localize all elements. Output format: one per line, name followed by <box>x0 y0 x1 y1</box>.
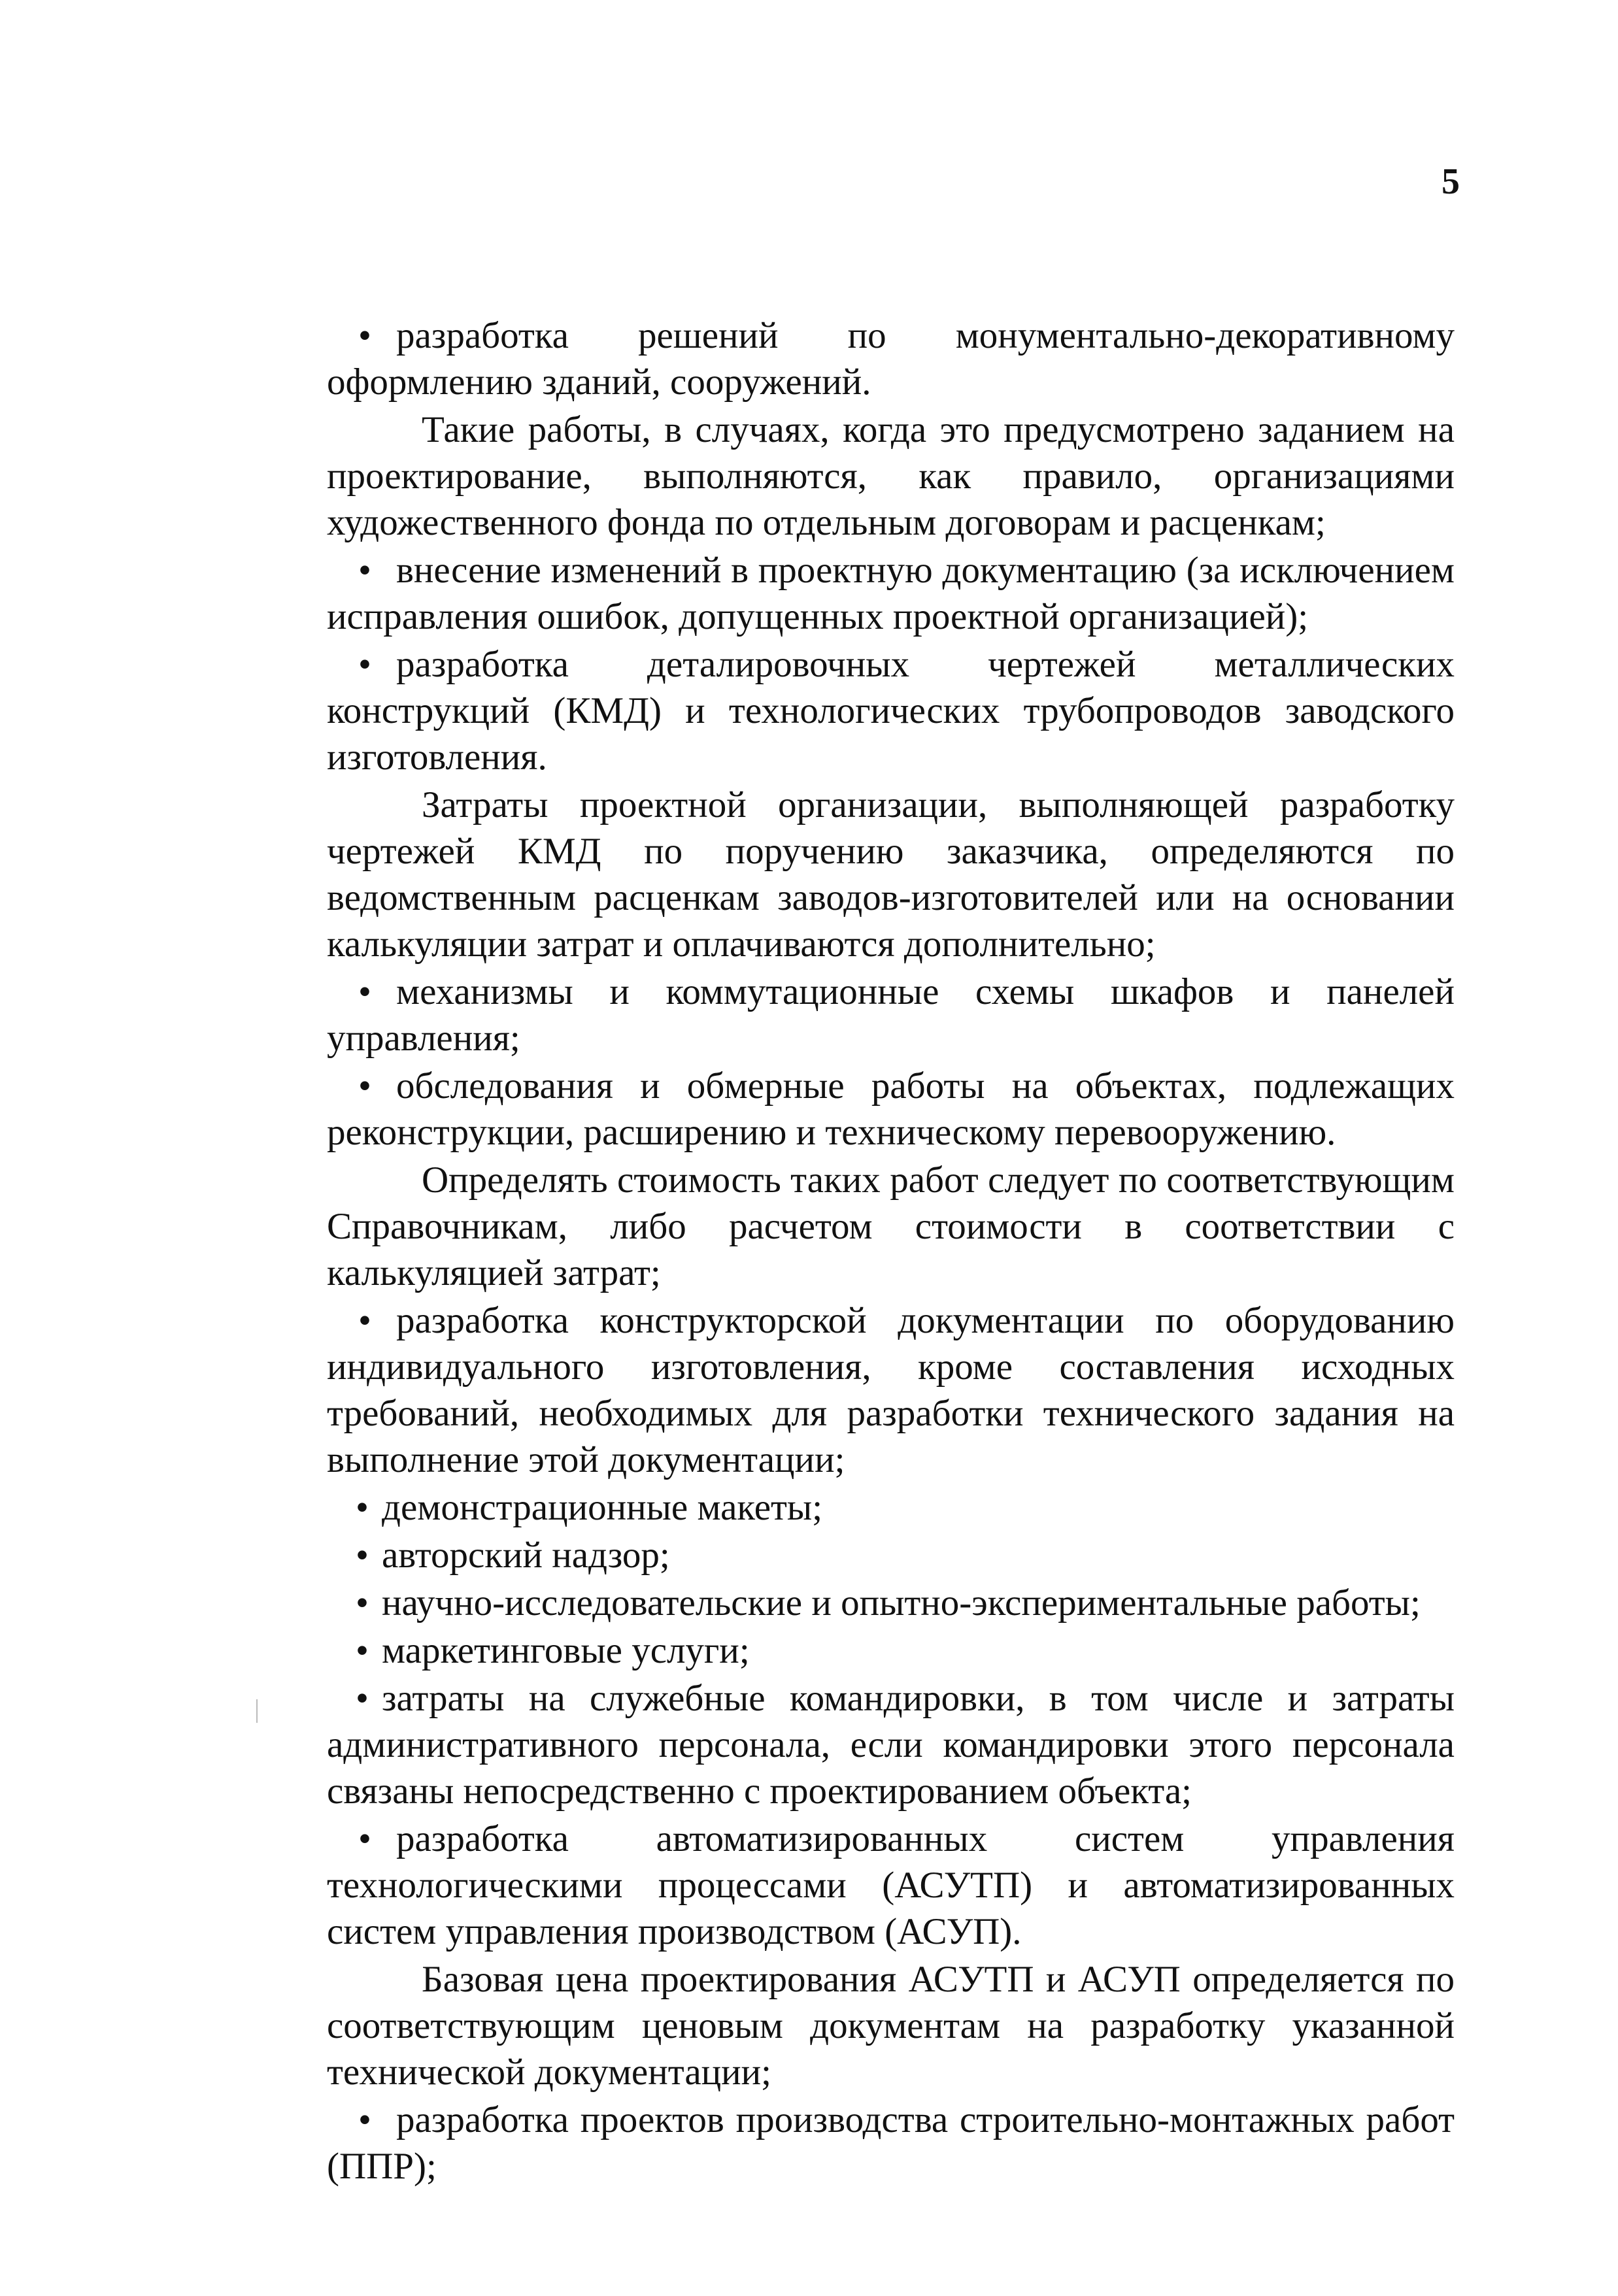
bullet-icon: • <box>356 1535 369 1576</box>
bullet-icon: • <box>358 644 371 685</box>
bullet-list-item <box>327 1297 1455 1483</box>
bullet-list-item <box>327 641 1455 780</box>
list-item-text: научно-исследовательские и опытно-экспериментальные работы; <box>382 1582 1421 1623</box>
bullet-list-item <box>327 1063 1455 1156</box>
list-item-text: внесение изменений в проектную документацию (за исключением исправления ошибок, допущенных проектной организацией); <box>327 550 1455 637</box>
list-item-text: разработка решений по монументально-декоративному оформлению зданий, сооружений. <box>327 315 1455 403</box>
bullet-list-item <box>327 1580 1455 1626</box>
bullet-icon: • <box>358 971 371 1012</box>
bullet-icon: • <box>356 1678 369 1719</box>
bullet-icon: • <box>356 1487 369 1528</box>
bullet-icon: • <box>358 1300 371 1341</box>
bullet-list-item <box>327 1675 1455 1814</box>
bullet-list-item <box>327 547 1455 640</box>
bullet-list-item <box>327 2097 1455 2189</box>
list-item-text: демонстрационные макеты; <box>382 1487 823 1528</box>
paragraph-text: Такие работы, в случаях, когда это предусмотрено заданием на проектирование, выполняются, как правило, организациями художественного фонда по отдельным договорам и расценкам; <box>327 409 1455 543</box>
margin-mark <box>256 1699 258 1723</box>
bullet-icon: • <box>358 1065 371 1106</box>
body-paragraph <box>327 782 1455 967</box>
bullet-list-item <box>327 1484 1455 1531</box>
list-item-text: авторский надзор; <box>382 1535 670 1576</box>
bullet-icon: • <box>358 1818 371 1859</box>
list-item-text: обследования и обмерные работы на объектах, подлежащих реконструкции, расширению и техническому перевооружению. <box>327 1065 1455 1153</box>
bullet-icon: • <box>358 315 371 356</box>
bullet-icon: • <box>356 1582 369 1623</box>
body-paragraph <box>327 1157 1455 1296</box>
paragraph-text: Затраты проектной организации, выполняющей разработку чертежей КМД по поручению заказчика, определяются по ведомственным расценкам заводов-изготовителей или на основании калькуляции затрат и оплачиваются дополнительно; <box>327 784 1455 965</box>
bullet-list-item <box>327 1627 1455 1674</box>
bullet-list-item <box>327 1816 1455 1955</box>
paragraph-text: Базовая цена проектирования АСУТП и АСУП определяется по соответствующим ценовым документам на разработку указанной технической документации; <box>327 1959 1455 2093</box>
list-item-text: механизмы и коммутационные схемы шкафов и панелей управления; <box>327 971 1455 1059</box>
body-paragraph <box>327 1956 1455 2095</box>
document-body <box>327 312 1455 2191</box>
list-item-text: разработка конструкторской документации по оборудованию индивидуального изготовления, кроме составления исходных требований, необходимых для разработки технического задания на выполнение этой документации; <box>327 1300 1455 1480</box>
bullet-list-item <box>327 1532 1455 1578</box>
list-item-text: затраты на служебные командировки, в том числе и затраты административного персонала, если командировки этого персонала связаны непосредственно с проектированием объекта; <box>327 1678 1455 1812</box>
list-item-text: разработка автоматизированных систем управления технологическими процессами (АСУТП) и автоматизированных систем управления производством (АСУП). <box>327 1818 1455 1952</box>
bullet-icon: • <box>356 1630 369 1671</box>
body-paragraph <box>327 407 1455 546</box>
list-item-text: маркетинговые услуги; <box>382 1630 750 1671</box>
bullet-list-item <box>327 969 1455 1061</box>
bullet-icon: • <box>358 2099 371 2140</box>
list-item-text: разработка проектов производства строительно-монтажных работ (ППР); <box>327 2099 1455 2187</box>
paragraph-text: Определять стоимость таких работ следует по соответствующим Справочникам, либо расчетом стоимости в соответствии с калькуляцией затрат; <box>327 1159 1455 1293</box>
page-number: 5 <box>1441 161 1460 202</box>
bullet-icon: • <box>358 550 371 591</box>
list-item-text: разработка деталировочных чертежей металлических конструкций (КМД) и технологических трубопроводов заводского изготовления. <box>327 644 1455 778</box>
bullet-list-item <box>327 312 1455 405</box>
